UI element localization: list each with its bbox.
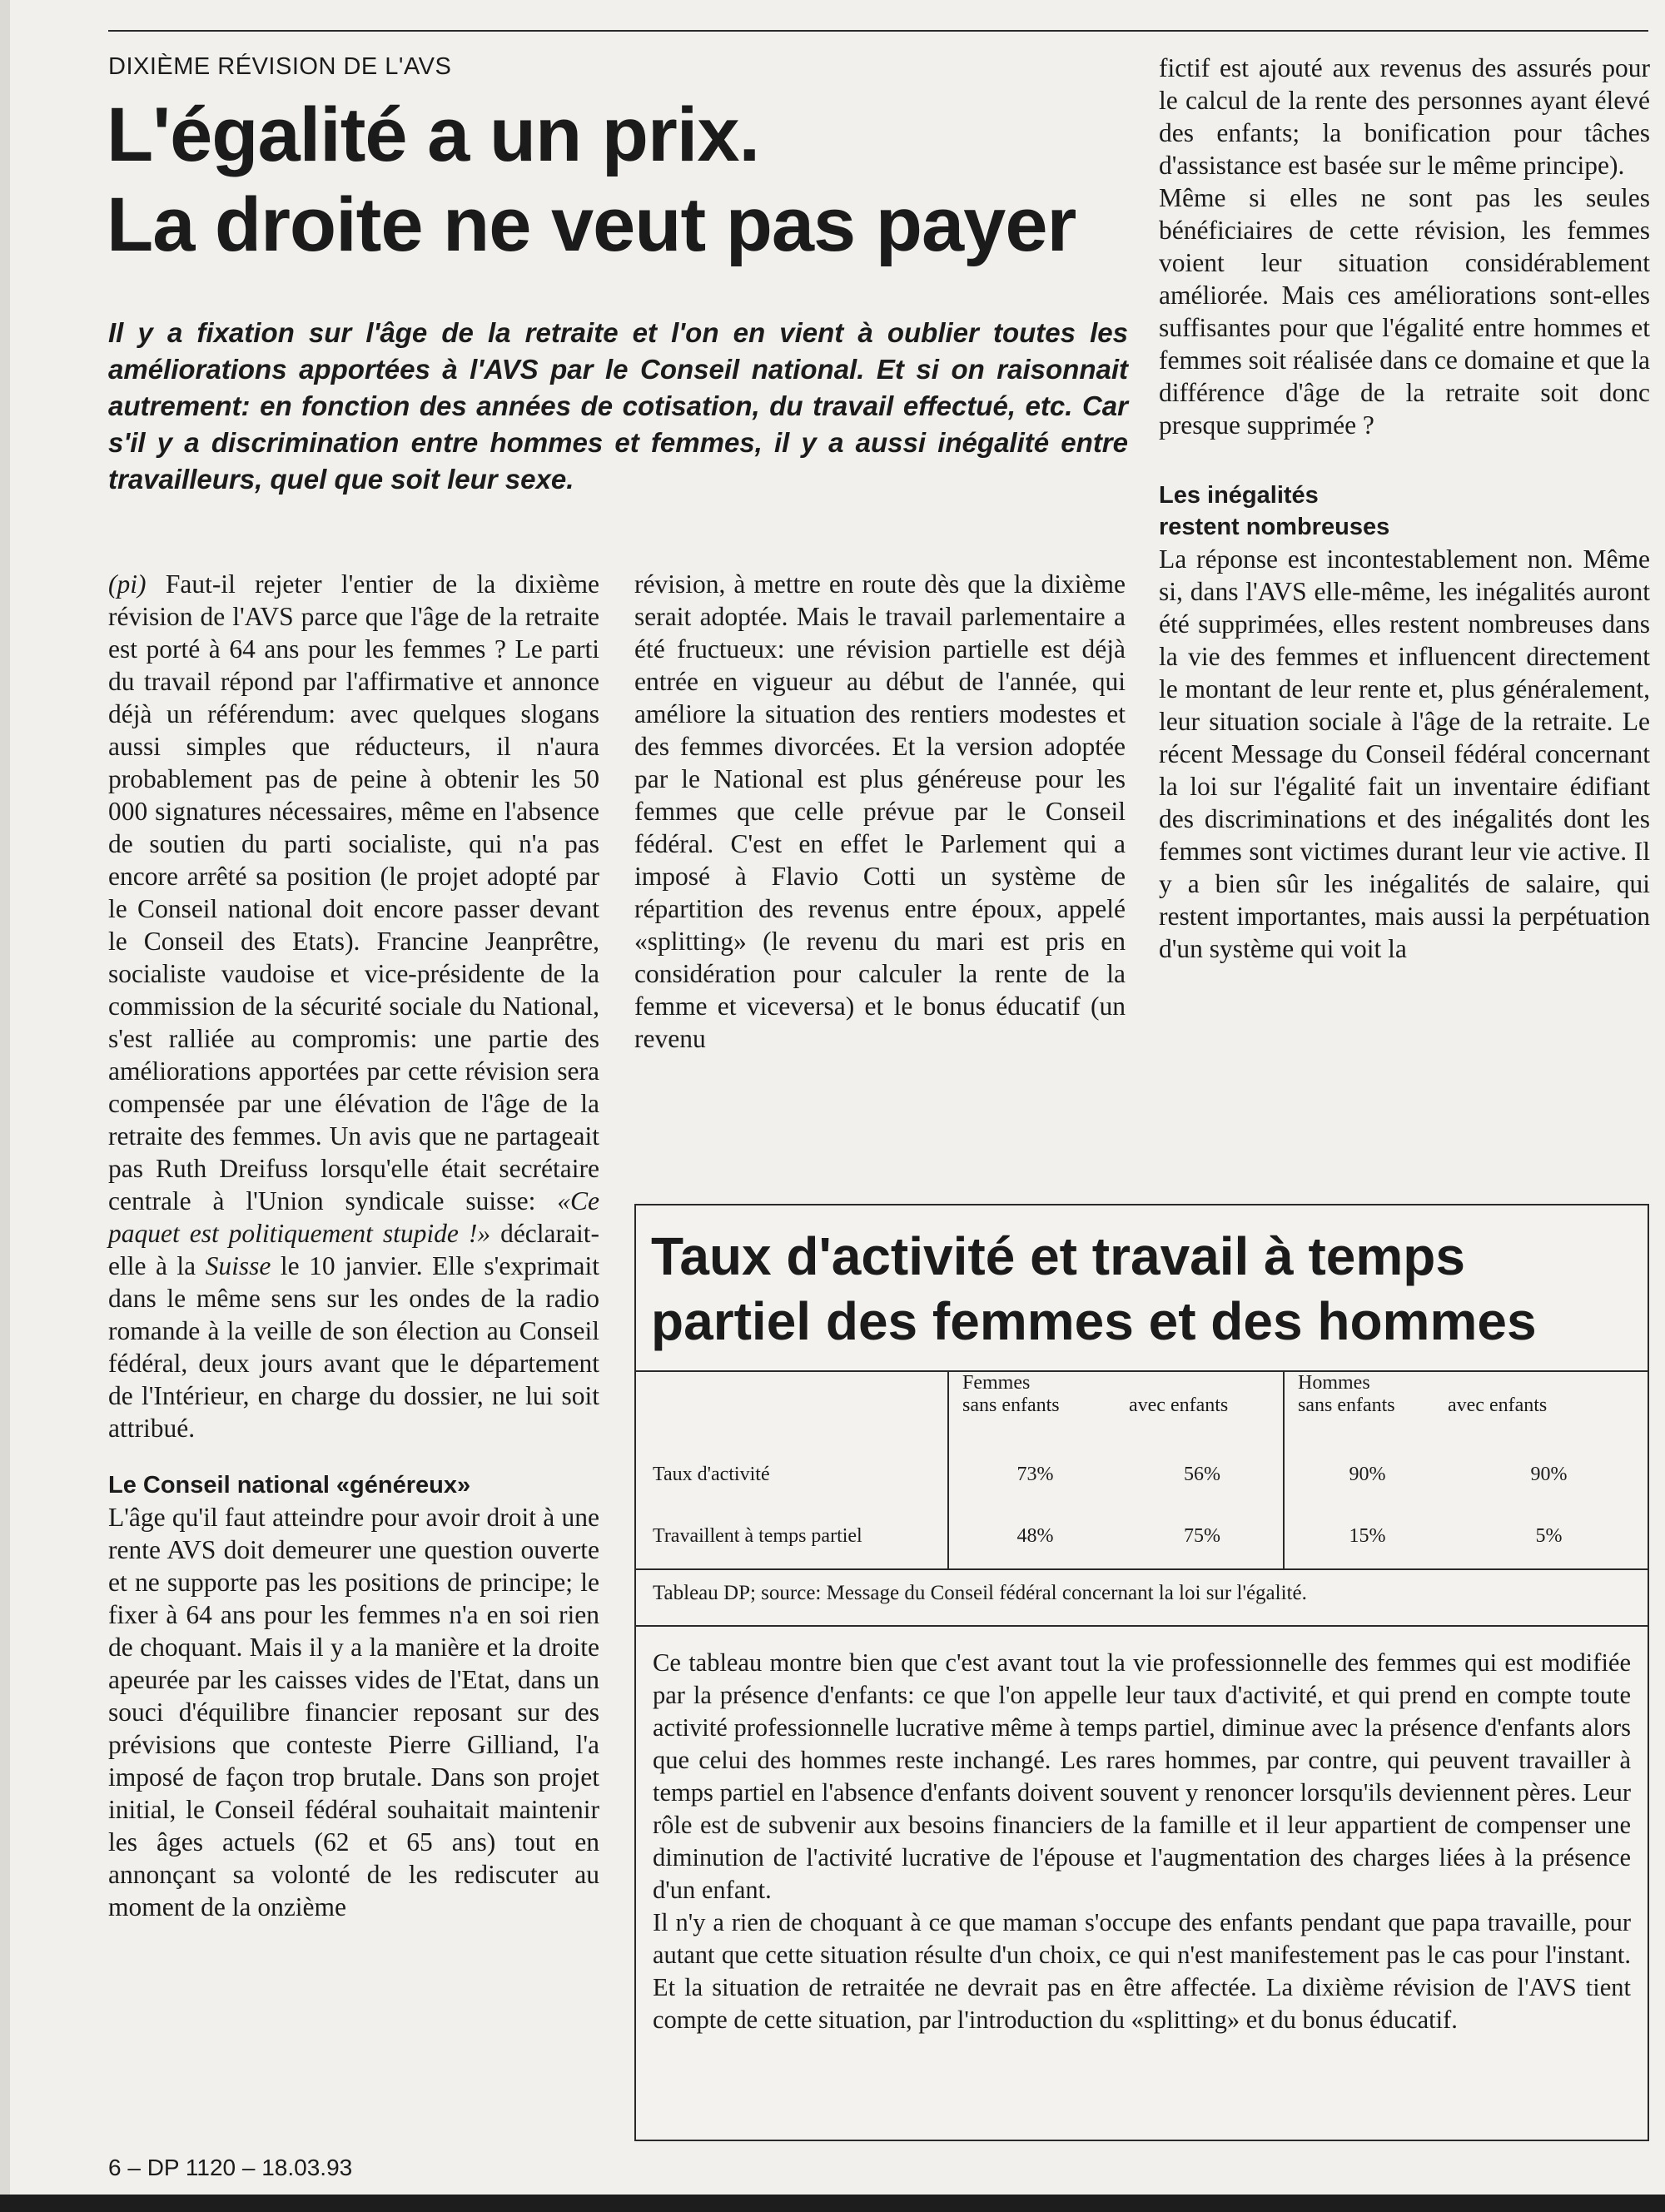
activity-table bbox=[636, 1372, 1648, 1570]
headline-line-1: L'égalité a un prix. bbox=[107, 92, 760, 177]
article-column-1 bbox=[108, 568, 599, 1923]
box-paragraph: Il n'y a rien de choquant à ce que maman s'occupe des enfants pendant que papa travaille, pour autant que cette situation résulte d'un choix, ce qui n'est manifestement pas le cas pour l'instant. Et la situation de retraitée ne devrait pas en être affectée. La dixième révision de l'AVS tient compte de cette situation, par l'introduction du «splitting» et du bonus éducatif. bbox=[653, 1908, 1631, 2034]
headline bbox=[107, 90, 1131, 270]
lede: Il y a fixation sur l'âge de la retraite et l'on en vient à oublier toutes les améliorations apportées à l'AVS par le Conseil national. Et si on raisonnait autrement: en fonction des années de cotisation, du travail effectué, etc. Car s'il y a discrimination entre hommes et femmes, il y a aussi inégalité entre travailleurs, quel que soit leur sexe. bbox=[108, 317, 1128, 495]
scan-bottom-edge bbox=[0, 2195, 1665, 2212]
quote: «Ce paquet est politiquement stupide !» bbox=[108, 1186, 599, 1248]
section-kicker: DIXIÈME RÉVISION DE L'AVS bbox=[108, 53, 452, 80]
top-rule bbox=[108, 30, 1648, 32]
author-initials: (pi) bbox=[108, 569, 147, 599]
article-paragraph: L'âge qu'il faut atteindre pour avoir droit à une rente AVS doit demeurer une question ouverte et ne supporte pas les positions de principe; le fixer à 64 ans pour les femmes n'a en soi rien de choquant. Mais il y a la manière et la droite apeurée par les caisses vides de l'Etat, dans un souci d'équilibre financier reposant sur des prévisions que conteste Pierre Gilliand, l'a imposé de façon trop brutale. Dans son projet initial, le Conseil fédéral souhaitait maintenir les âges actuels (62 et 65 ans) tout en annonçant sa volonté de les rediscuter au moment de la onzième bbox=[108, 1503, 599, 1921]
box-title: Taux d'activité et travail à temps partiel des femmes et des hommes bbox=[636, 1205, 1648, 1372]
sidebar-box bbox=[634, 1204, 1649, 2141]
article-column-2 bbox=[634, 568, 1126, 1055]
subhead-conseil-national: Le Conseil national «généreux» bbox=[108, 1472, 471, 1499]
group-women: Femmes sans enfants avec enfants bbox=[948, 1372, 1284, 1445]
article-paragraph: Même si elles ne sont pas les seules bénéficiaires de cette révision, les femmes voient leur situation considérablement améliorée. Mais ces améliorations sont-elles suffisantes pour que l'égalité entre hommes et femmes soit réalisée dans ce domaine et que la différence d'âge de la retraite soit donc presque supprimée ? bbox=[1159, 183, 1650, 440]
box-paragraph: Ce tableau montre bien que c'est avant tout la vie professionnelle des femmes qui est modifiée par la présence d'enfants: ce que l'on appelle leur taux d'activité, et qui prend en compte toute activité professionnelle lucrative même à temps partiel, diminue avec la présence d'enfants alors que celui des hommes reste inchangé. Les rares hommes, par contre, qui peuvent travailler à temps partiel en l'absence d'enfants doivent souvent y renoncer lorsqu'ils deviennent pères. Leur rôle est de subvenir aux besoins financiers de la famille et il leur appartient de compenser une diminution de l'activité lucrative de l'épouse et l'augmentation des charges liées à la présence d'un enfant. bbox=[653, 1648, 1631, 1904]
page-folio: 6 – DP 1120 – 18.03.93 bbox=[108, 2155, 353, 2180]
box-text bbox=[636, 1627, 1648, 2036]
table-row: Travaillent à temps partiel 48% 75% 15% 5% bbox=[636, 1504, 1648, 1569]
newspaper-name: Suisse bbox=[205, 1251, 271, 1280]
article-paragraph: La réponse est incontestablement non. Même si, dans l'AVS elle-même, les inégalités auront été supprimées, elles restent nombreuses dans la vie des femmes et influencent directement le montant de leur rente et, plus généralement, leur situation sociale à l'âge de la retraite. Le récent Message du Conseil fédéral concernant la loi sur l'égalité fait un inventaire édifiant des discriminations et des inégalités dont les femmes sont victimes durant leur vie active. Il y a bien sûr les inégalités de salaire, qui restent importantes, mais aussi la perpétuation d'un système qui voit la bbox=[1159, 544, 1650, 963]
table-source: Tableau DP; source: Message du Conseil fédéral concernant la loi sur l'égalité. bbox=[636, 1570, 1648, 1627]
article-paragraph: (pi) Faut-il rejeter l'entier de la dixième révision de l'AVS parce que l'âge de la retraite est porté à 64 ans pour les femmes ? Le parti du travail répond par l'affirmative et annonce déjà un référendum: avec quelques slogans aussi simples que réducteurs, il n'aura probablement pas de peine à obtenir les 50 000 signatures nécessaires, même en l'absence de soutien du parti socialiste, qui n'a pas encore arrêté sa position (le projet adopté par le Conseil national doit encore passer devant le Conseil des Etats). Francine Jeanprêtre, socialiste vaudoise et vice-présidente de la commission de la sécurité sociale du National, s'est ralliée au compromis: une partie des améliorations apportées par cette révision sera compensée par une élévation de l'âge de la retraite des femmes. Un avis que ne partageait pas Ruth Dreifuss lorsqu'elle était secrétaire centrale à l'Union syndicale suisse: «Ce paquet est politiquement stupide !» déclarait-elle à la Suisse le 10 janvier. Elle s'exprimait dans le même sens sur les ondes de la radio romande à la veille de son élection au Conseil fédéral, deux jours avant que le département de l'Intérieur, en charge du dossier, ne lui soit attribué. bbox=[108, 569, 599, 1443]
page-edge bbox=[0, 0, 10, 2212]
article-paragraph: fictif est ajouté aux revenus des assurés pour le calcul de la rente des personnes ayant élevé des enfants; la bonification pour tâches d'assistance est basée sur le même principe). bbox=[1159, 53, 1650, 180]
table-row: Taux d'activité 73% 56% 90% 90% bbox=[636, 1445, 1648, 1504]
article-column-3 bbox=[1159, 52, 1650, 965]
subhead-inegalites: Les inégalités restent nombreuses bbox=[1159, 482, 1390, 540]
headline-line-2: La droite ne veut pas payer bbox=[107, 182, 1076, 267]
article-paragraph: révision, à mettre en route dès que la dixième serait adoptée. Mais le travail parlementaire a été fructueux: une révision partielle est déjà entrée en vigueur au début de l'année, qui améliore la situation des rentiers modestes et des femmes divorcées. Et la version adoptée par le National est plus généreuse pour les femmes que celle prévue par le Conseil fédéral. C'est en effet le Parlement qui a imposé à Flavio Cotti un système de répartition des revenus entre époux, appelé «splitting» (le revenu du mari est pris en considération pour calculer la rente de la femme et viceversa) et le bonus éducatif (un revenu bbox=[634, 569, 1126, 1053]
group-men: Hommes sans enfants avec enfants bbox=[1284, 1372, 1648, 1445]
table-header-row bbox=[636, 1372, 1648, 1445]
